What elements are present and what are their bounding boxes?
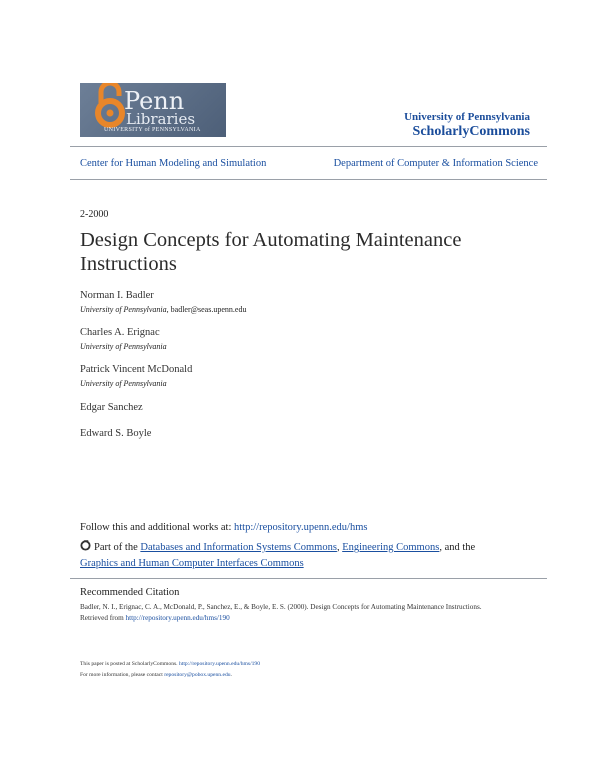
footer-posted [80,661,260,667]
follow-line [80,522,367,533]
header-university[interactable]: University of Pennsylvania [404,111,530,123]
header-scholarly-commons[interactable]: ScholarlyCommons [412,124,530,139]
follow-text: Follow this and additional works at: [80,522,234,533]
commons-link-databases[interactable]: Databases and Information Systems Commons [140,542,337,553]
author-name: Edgar Sanchez [80,402,143,413]
part-of-prefix: Part of the [94,542,141,553]
author-name: Edward S. Boyle [80,428,152,439]
footer-posted-text: This paper is posted at ScholarlyCommons. [80,661,179,667]
footer-contact [80,672,232,678]
author-affiliation: University of Pennsylvania [80,379,167,388]
open-access-icon [80,540,91,551]
publication-date: 2-2000 [80,209,109,220]
footer-contact-text: For more information, please contact [80,672,165,678]
follow-link[interactable]: http://repository.upenn.edu/hms [234,522,368,533]
paper-title: Design Concepts for Automating Maintenance Instructions [80,229,462,275]
nav-divider [70,179,547,180]
author-name: Charles A. Erignac [80,327,160,338]
commons-link-engineering[interactable]: Engineering Commons [342,542,440,553]
author-email: , badler@seas.upenn.edu [166,305,247,314]
footer-contact-email[interactable]: repository@pobox.upenn.edu [164,672,231,678]
nav-link-hms[interactable]: Center for Human Modeling and Simulation [80,158,267,169]
footer-posted-link[interactable]: http://repository.upenn.edu/hms/190 [178,661,261,667]
author-name: Norman I. Badler [80,290,154,301]
part-of-line [80,540,550,571]
logo-libraries-text: Libraries [126,110,196,128]
footer-contact-end: . [230,672,232,678]
citation-text [80,602,510,624]
nav-link-cis[interactable]: Department of Computer & Information Science [333,158,538,169]
citation-divider [70,578,547,579]
commons-link-graphics-hci[interactable]: Graphics and Human Computer Interfaces Commons [80,557,304,569]
header-divider [70,146,547,147]
separator: , and the [439,542,476,553]
author-affiliation: University of Pennsylvania, badler@seas.upenn.edu [80,305,247,314]
separator: , [336,542,343,553]
logo-penn-text: Penn [124,87,185,115]
citation-link[interactable]: http://repository.upenn.edu/hms/190 [125,614,230,622]
author-affiliation: University of Pennsylvania [80,342,167,351]
logo-university-text: UNIVERSITY of PENNSYLVANIA [104,127,201,133]
citation-body: Badler, N. I., Erignac, C. A., McDonald, P., Sanchez, E., & Boyle, E. S. (2000). Design Concepts for Automating Maintenance Instructions. Retrieved from [80,603,482,622]
author-name: Patrick Vincent McDonald [80,364,193,375]
penn-libraries-logo[interactable] [80,83,226,137]
citation-heading: Recommended Citation [80,587,180,598]
